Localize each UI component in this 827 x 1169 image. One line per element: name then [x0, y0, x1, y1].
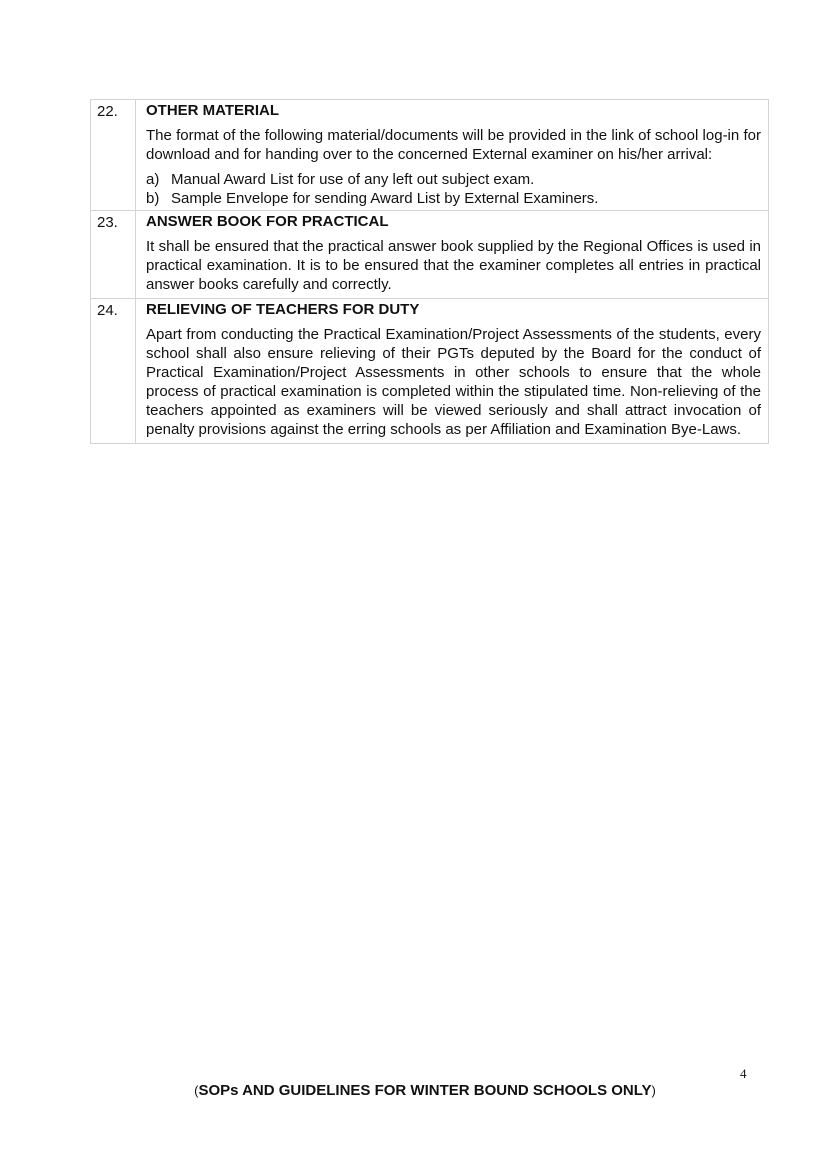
material-list	[146, 170, 761, 208]
section-body	[136, 211, 769, 299]
footer-open-paren: (	[194, 1083, 199, 1098]
list-item-text: Sample Envelope for sending Award List by External Examiners.	[171, 190, 599, 207]
page-number: 4	[740, 1066, 747, 1081]
section-number: 23.	[91, 211, 136, 299]
section-heading: RELIEVING OF TEACHERS FOR DUTY	[146, 301, 420, 318]
section-number: 22.	[91, 100, 136, 211]
list-item	[146, 170, 761, 189]
page-footer	[0, 1082, 827, 1099]
section-paragraph: The format of the following material/documents will be provided in the link of school log-in for download and for handing over to the concerned External examiner on his/her arrival:	[146, 127, 761, 163]
section-heading: ANSWER BOOK FOR PRACTICAL	[146, 213, 389, 230]
footer-text: SOPs AND GUIDELINES FOR WINTER BOUND SCHOOLS ONLY	[198, 1082, 652, 1099]
section-row-23	[91, 211, 769, 299]
list-item	[146, 189, 761, 208]
section-paragraph: It shall be ensured that the practical answer book supplied by the Regional Offices is used in practical examination. It is to be ensured that the examiner completes all entries in practical answer books carefully and correctly.	[146, 238, 761, 293]
section-body	[136, 299, 769, 444]
section-row-24	[91, 299, 769, 444]
list-marker: b)	[146, 190, 160, 207]
guidelines-table	[90, 99, 769, 444]
list-item-text: Manual Award List for use of any left out subject exam.	[171, 171, 535, 188]
section-body	[136, 100, 769, 211]
section-row-22	[91, 100, 769, 211]
section-heading: OTHER MATERIAL	[146, 102, 280, 119]
section-number: 24.	[91, 299, 136, 444]
footer-close-paren: )	[651, 1083, 656, 1098]
section-paragraph: Apart from conducting the Practical Examination/Project Assessments of the students, every school shall also ensure relieving of their PGTs deputed by the Board for the conduct of Practical Examination/Project Assessments in other schools to ensure that the whole process of practical examination is completed within the stipulated time. Non-relieving of the teachers appointed as examiners will be viewed seriously and shall attract invocation of penalty provisions against the erring schools as per Affiliation and Examination Bye-Laws.	[146, 326, 761, 438]
list-marker: a)	[146, 171, 160, 188]
